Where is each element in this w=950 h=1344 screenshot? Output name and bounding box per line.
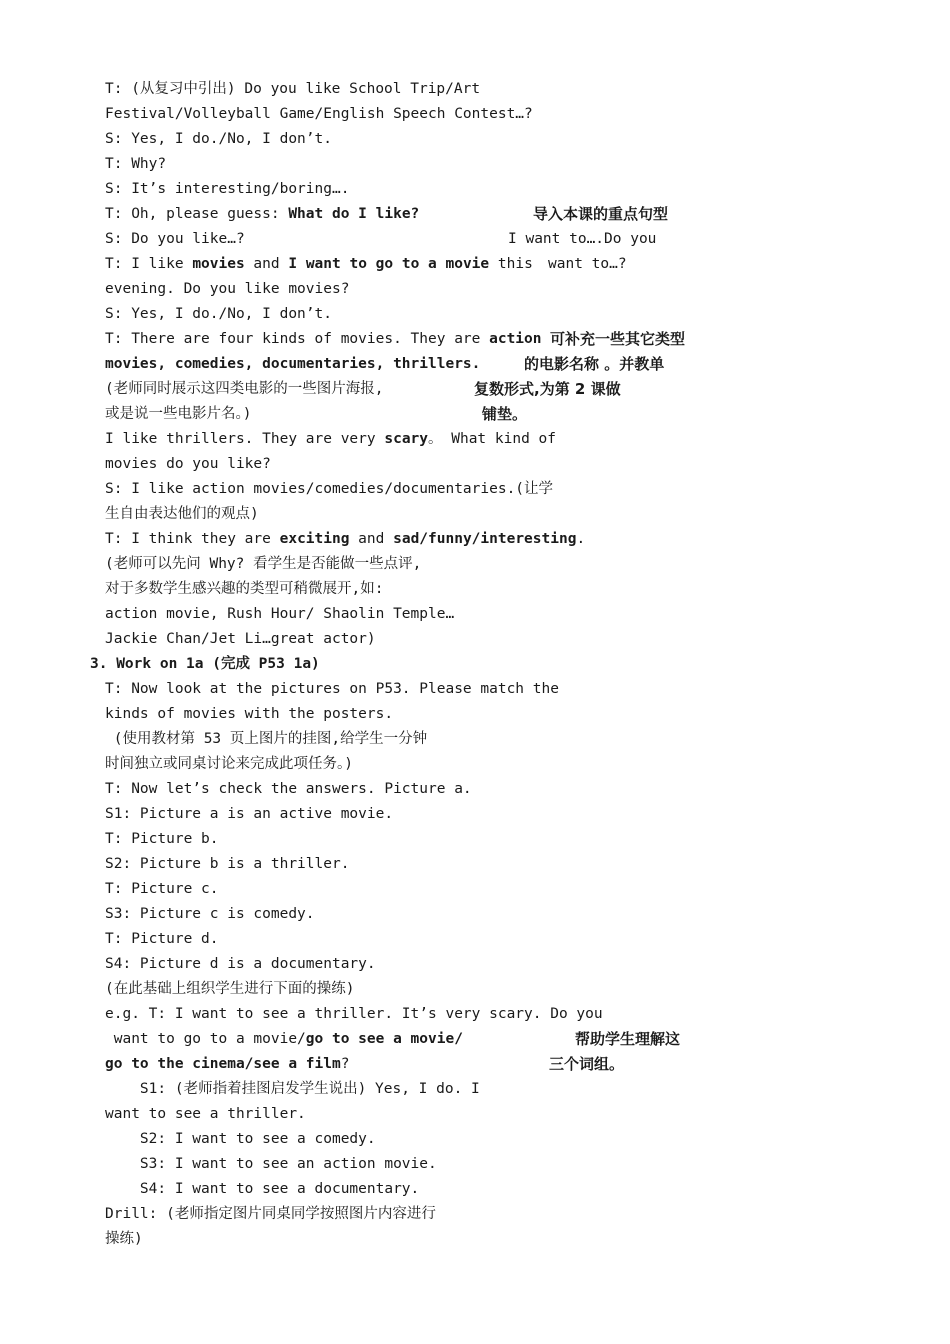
text-segment: T: Why? [105, 156, 167, 172]
text-segment: S: Do you like…? [105, 231, 245, 247]
text-line [105, 405, 251, 423]
text-line [105, 1105, 306, 1123]
text-line [105, 1180, 419, 1198]
text-segment: 操练) [105, 1231, 143, 1247]
text-line [105, 930, 219, 948]
margin-note: 铺垫。 [482, 405, 528, 423]
text-line [105, 630, 376, 648]
text-segment: T: Picture c. [105, 881, 219, 897]
bold-text: go to see a movie/ [305, 1031, 463, 1047]
text-segment: (老师同时展示这四类电影的一些图片海报, [105, 381, 384, 397]
text-segment: S2: I want to see a comedy. [105, 1131, 376, 1147]
text-line [105, 180, 349, 198]
text-segment: and [349, 531, 394, 547]
text-segment: e.g. T: I want to see a thriller. It’s very scary. Do you [105, 1006, 603, 1022]
text-line [105, 455, 271, 473]
text-line [105, 355, 480, 373]
text-line [105, 205, 419, 223]
text-segment: (在此基础上组织学生进行下面的操练) [105, 981, 355, 997]
text-line [105, 680, 559, 698]
text-line [105, 705, 393, 723]
bold-text: I want to go to a movie [288, 256, 490, 272]
text-segment: T: Now look at the pictures on P53. Please match the [105, 681, 559, 697]
text-line [105, 830, 219, 848]
text-segment: T: I think they are [105, 531, 280, 547]
text-segment: 。 What kind of [428, 431, 557, 447]
text-line [105, 480, 553, 498]
text-line [105, 230, 245, 248]
bold-text: go to the cinema/see a film [105, 1056, 341, 1072]
text-line [90, 655, 320, 673]
margin-note: 导入本课的重点句型 [533, 205, 669, 223]
text-segment: T: Picture b. [105, 831, 219, 847]
text-line [105, 605, 454, 623]
text-segment: S1: (老师指着挂图启发学生说出) Yes, I do. I [105, 1081, 480, 1097]
text-line [105, 305, 332, 323]
text-segment: S: It’s interesting/boring…. [105, 181, 350, 197]
text-line [105, 1055, 349, 1073]
margin-note: want to…? [548, 256, 627, 272]
text-segment: I like thrillers. They are very [105, 431, 385, 447]
text-line [105, 130, 332, 148]
text-segment: 对于多数学生感兴趣的类型可稍微展开,如: [105, 581, 384, 597]
text-segment: T: Now let’s check the answers. Picture a. [105, 781, 472, 797]
bold-text: 3. Work on 1a (完成 P53 1a) [90, 656, 320, 672]
text-line [105, 105, 533, 123]
text-segment: evening. Do you like movies? [105, 281, 350, 297]
text-segment: S4: I want to see a documentary. [105, 1181, 420, 1197]
text-segment: (使用教材第 53 页上图片的挂图,给学生一分钟 [105, 731, 428, 747]
text-line [105, 980, 354, 998]
bold-text: What do I like? [288, 206, 420, 222]
margin-note: 的电影名称 。并教单 [524, 355, 665, 373]
bold-text: movies, comedies, documentaries, thrillers. [105, 356, 481, 372]
text-line [105, 1230, 143, 1248]
text-line [105, 1155, 437, 1173]
text-segment: Festival/Volleyball Game/English Speech Contest…? [105, 106, 533, 122]
text-line [105, 880, 219, 898]
bold-text: sad/funny/interesting [393, 531, 577, 547]
text-segment: S: I like action movies/comedies/documentaries.(让学 [105, 481, 554, 497]
text-line [105, 580, 383, 598]
text-segment: (老师可以先问 Why? 看学生是否能做一些点评, [105, 556, 422, 572]
text-line [105, 755, 353, 773]
text-segment: 时间独立或同桌讨论来完成此项任务。) [105, 756, 353, 772]
bold-text: movies [192, 256, 245, 272]
text-line [105, 1130, 376, 1148]
text-line [105, 805, 393, 823]
text-segment: Drill: (老师指定图片同桌同学按照图片内容进行 [105, 1206, 436, 1222]
text-segment: want to go to a movie/ [105, 1031, 306, 1047]
margin-note: 三个词组。 [549, 1055, 625, 1073]
text-line [105, 730, 427, 748]
text-segment: S1: Picture a is an active movie. [105, 806, 394, 822]
text-segment: T: (从复习中引出) Do you like School Trip/Art [105, 81, 481, 97]
text-segment: . [576, 531, 586, 547]
margin-note: 帮助学生理解这 [575, 1030, 681, 1048]
text-line [105, 1080, 480, 1098]
text-line [105, 530, 585, 548]
text-line [105, 1030, 463, 1048]
text-segment: T: Picture d. [105, 931, 219, 947]
text-line [105, 505, 259, 523]
text-line [105, 780, 472, 798]
text-line [105, 155, 166, 173]
bold-text: action [489, 331, 542, 347]
text-line [105, 1205, 436, 1223]
text-segment: T: I like [105, 256, 193, 272]
margin-note: 复数形式,为第 2 课做 [474, 380, 621, 398]
text-segment: S3: I want to see an action movie. [105, 1156, 437, 1172]
text-segment: and [244, 256, 289, 272]
text-segment: Jackie Chan/Jet Li…great actor) [105, 631, 376, 647]
text-line [105, 905, 315, 923]
text-line [105, 955, 376, 973]
text-line [105, 255, 533, 273]
margin-note: I want to….Do you [508, 231, 657, 247]
text-segment: kinds of movies with the posters. [105, 706, 394, 722]
text-line [105, 555, 421, 573]
text-line [105, 80, 480, 98]
text-segment: S4: Picture d is a documentary. [105, 956, 376, 972]
text-line [105, 280, 349, 298]
text-segment: 生自由表达他们的观点) [105, 506, 259, 522]
margin-note: 可补充一些其它类型 [550, 330, 686, 348]
bold-text: scary [384, 431, 429, 447]
text-segment: T: There are four kinds of movies. They are [105, 331, 490, 347]
text-line [105, 1005, 603, 1023]
text-segment: T: Oh, please guess: [105, 206, 289, 222]
text-segment: 或是说一些电影片名。) [105, 406, 252, 422]
text-segment: movies do you like? [105, 456, 271, 472]
bold-text: exciting [279, 531, 350, 547]
text-segment: S3: Picture c is comedy. [105, 906, 315, 922]
text-segment: ? [340, 1056, 350, 1072]
text-line [105, 380, 383, 398]
text-segment: S: Yes, I do./No, I don’t. [105, 306, 332, 322]
text-line [105, 330, 542, 348]
text-segment: S: Yes, I do./No, I don’t. [105, 131, 332, 147]
text-segment: S2: Picture b is a thriller. [105, 856, 350, 872]
text-line [105, 855, 349, 873]
text-segment: action movie, Rush Hour/ Shaolin Temple… [105, 606, 455, 622]
text-segment: this [489, 256, 533, 272]
text-line [105, 430, 556, 448]
text-segment: want to see a thriller. [105, 1106, 306, 1122]
